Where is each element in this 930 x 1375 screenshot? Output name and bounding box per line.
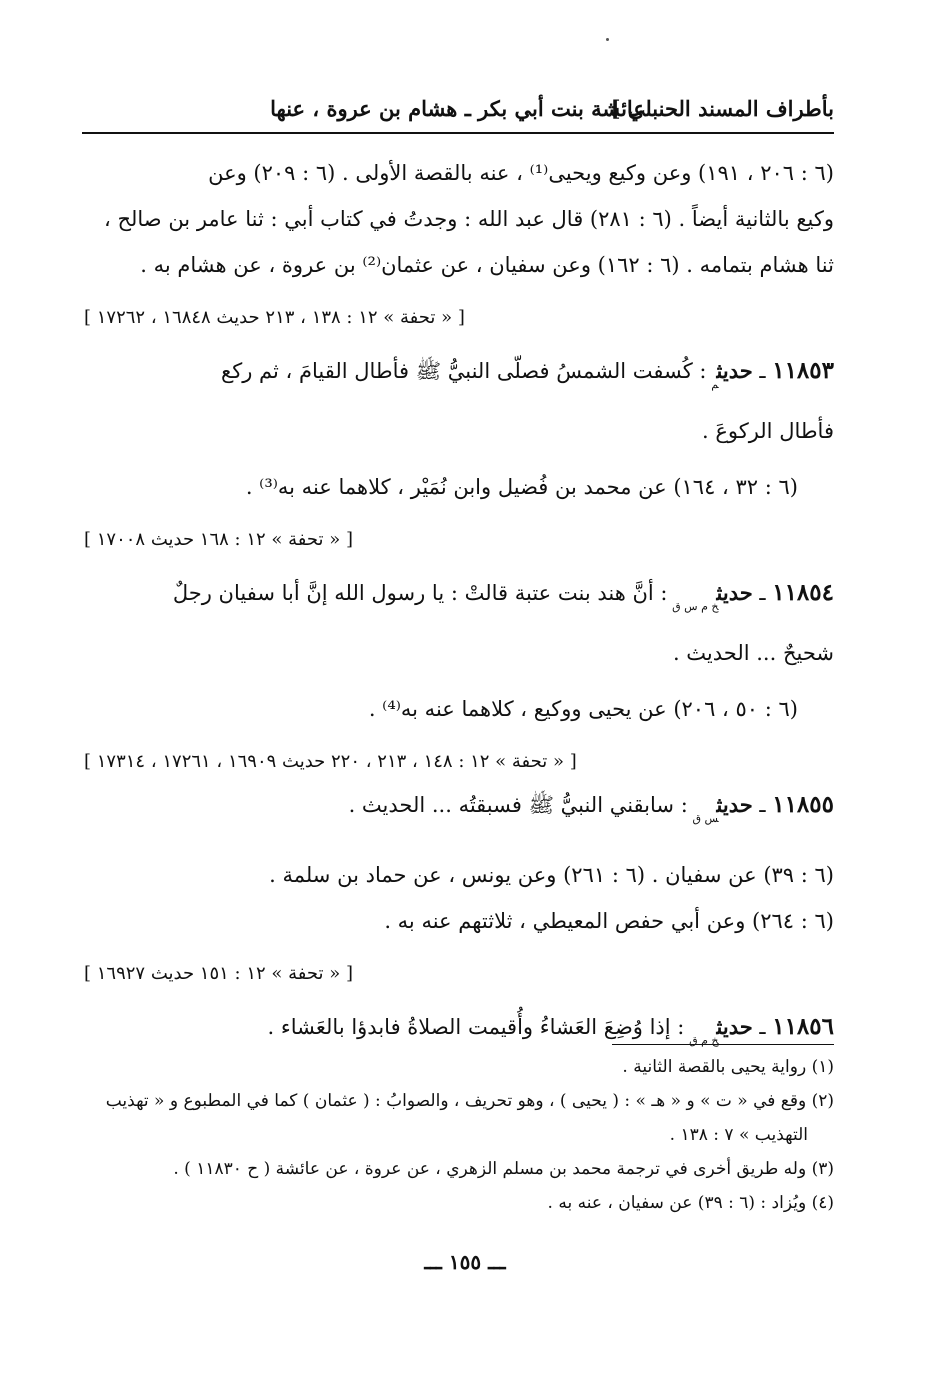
footnote-2: (٢) وقع في « ت » و « هـ » : ( يحيى ) ، وهو تحريف ، والصوابُ : ( عثمان ) كما في المطبوع و « تهذيب <box>105 1091 834 1111</box>
hadith-text: : أنَّ هند بنت عتبة قالتْ : يا رسول الله إنَّ أبا سفيان رجلٌ <box>172 581 675 605</box>
hadith-11853-heading: ١١٨٥٣ ـ حديث$_م$ : كُسفت الشمسُ فصلّى النبيُّ ﷺ فأطال القيامَ ، ثم ركع <box>221 357 834 391</box>
hadith-keyword: حديث <box>716 358 753 383</box>
tuhfa-reference: [ « تحفة » ١٢ : ١٥١ حديث ١٦٩٢٧ ] <box>84 963 353 984</box>
footnotes <box>82 1050 834 1220</box>
running-header <box>82 96 834 130</box>
hadith-keyword: حديث <box>716 580 753 605</box>
page-number: ـــ ١٥٥ ـــ <box>424 1250 506 1274</box>
header-right: بأطراف المسند الحنبلي ] <box>610 96 834 121</box>
source-line: (٦ : ٣٢ ، ١٦٤) عن محمد بن فُضيل وابن نُمَيْر ، كلاهما عنه به⁽³⁾ . <box>245 475 798 499</box>
footnote-3: (٣) وله طريق أخرى في ترجمة محمد بن مسلم الزهري ، عن عروة ، عن عائشة ( ح ١١٨٣٠ ) . <box>173 1159 834 1179</box>
main-text <box>82 150 834 1064</box>
footnote-rule <box>612 1044 834 1045</box>
tuhfa-reference: [ « تحفة » ١٢ : ١٣٨ ، ٢١٣ حديث ١٦٨٤٨ ، ١٧٢٦٢ ] <box>84 307 465 328</box>
hadith-number: ١١٨٥٤ <box>772 579 834 606</box>
hadith-number: ١١٨٥٣ <box>772 357 834 384</box>
hadith-text: : سابقني النبيُّ ﷺ فسبقتُه ... الحديث . <box>348 793 695 817</box>
hadith-11854-heading: ١١٨٥٤ ـ حديث$_{خ م س ق}$ : أنَّ هند بنت عتبة قالتْ : يا رسول الله إنَّ أبا سفيان رجلٌ <box>172 579 834 613</box>
sigla: م <box>711 378 719 391</box>
hadith-text-line: فأطال الركوعَ . <box>701 419 834 443</box>
paragraph-line: ثنا هشام بتمامه . (٦ : ١٦٢) وعن سفيان ، عن عثمان⁽²⁾ بن عروة ، عن هشام به . <box>140 253 834 277</box>
stray-dot <box>606 38 609 41</box>
sigla: خ م ق <box>689 1034 719 1047</box>
hadith-keyword: حديث <box>716 792 753 817</box>
sigla: خ م س ق <box>672 600 719 613</box>
hadith-11856-heading: ١١٨٥٦ ـ حديث$_{خ م ق}$ : إذا وُضِعَ العَشاءُ وأُقيمت الصلاةُ فابدؤا بالعَشاء . <box>267 1013 834 1047</box>
header-center: عائشة بنت أبي بكر ـ هشام بن عروة ، عنها <box>270 96 646 121</box>
source-line: (٦ : ٢٦٤) وعن أبي حفص المعيطي ، ثلاثتهم عنه به . <box>384 909 834 933</box>
hadith-keyword: حديث <box>716 1014 753 1039</box>
footnote-4: (٤) ويُزاد : (٦ : ٣٩) عن سفيان ، عنه به . <box>547 1193 834 1213</box>
source-line: (٦ : ٣٩) عن سفيان . (٦ : ٢٦١) وعن يونس ، عن حماد بن سلمة . <box>269 863 834 887</box>
hadith-text-line: شحيحٌ ... الحديث . <box>672 641 834 665</box>
source-line: (٦ : ٥٠ ، ٢٠٦) عن يحيى ووكيع ، كلاهما عنه به⁽⁴⁾ . <box>368 697 798 721</box>
header-rule <box>82 132 834 134</box>
hadith-text: : إذا وُضِعَ العَشاءُ وأُقيمت الصلاةُ فابدؤا بالعَشاء . <box>267 1015 692 1039</box>
paragraph-line: وكيع بالثانية أيضاً . (٦ : ٢٨١) قال عبد الله : وجدتُ في كتاب أبي : ثنا عامر بن صالح ، <box>104 207 834 231</box>
hadith-number: ١١٨٥٥ <box>772 791 834 818</box>
sigla: س ق <box>692 812 719 825</box>
footnote-2-continued: التهذيب » ٧ : ١٣٨ . <box>669 1125 808 1145</box>
tuhfa-reference: [ « تحفة » ١٢ : ١٦٨ حديث ١٧٠٠٨ ] <box>84 529 353 550</box>
hadith-number: ١١٨٥٦ <box>772 1013 834 1040</box>
hadith-11855-heading: ١١٨٥٥ ـ حديث$_{س ق}$ : سابقني النبيُّ ﷺ فسبقتُه ... الحديث . <box>348 791 834 825</box>
hadith-text: : كُسفت الشمسُ فصلّى النبيُّ ﷺ فأطال القيامَ ، ثم ركع <box>221 359 714 383</box>
paragraph-line: (٦ : ٢٠٦ ، ١٩١) وعن وكيع ويحيى⁽¹⁾ ، عنه بالقصة الأولى . (٦ : ٢٠٩) وعن <box>208 161 834 185</box>
footnote-1: (١) رواية يحيى بالقصة الثانية . <box>622 1057 834 1077</box>
tuhfa-reference: [ « تحفة » ١٢ : ١٤٨ ، ٢١٣ ، ٢٢٠ حديث ١٦٩٠٩ ، ١٧٢٦١ ، ١٧٣١٤ ] <box>84 751 577 772</box>
